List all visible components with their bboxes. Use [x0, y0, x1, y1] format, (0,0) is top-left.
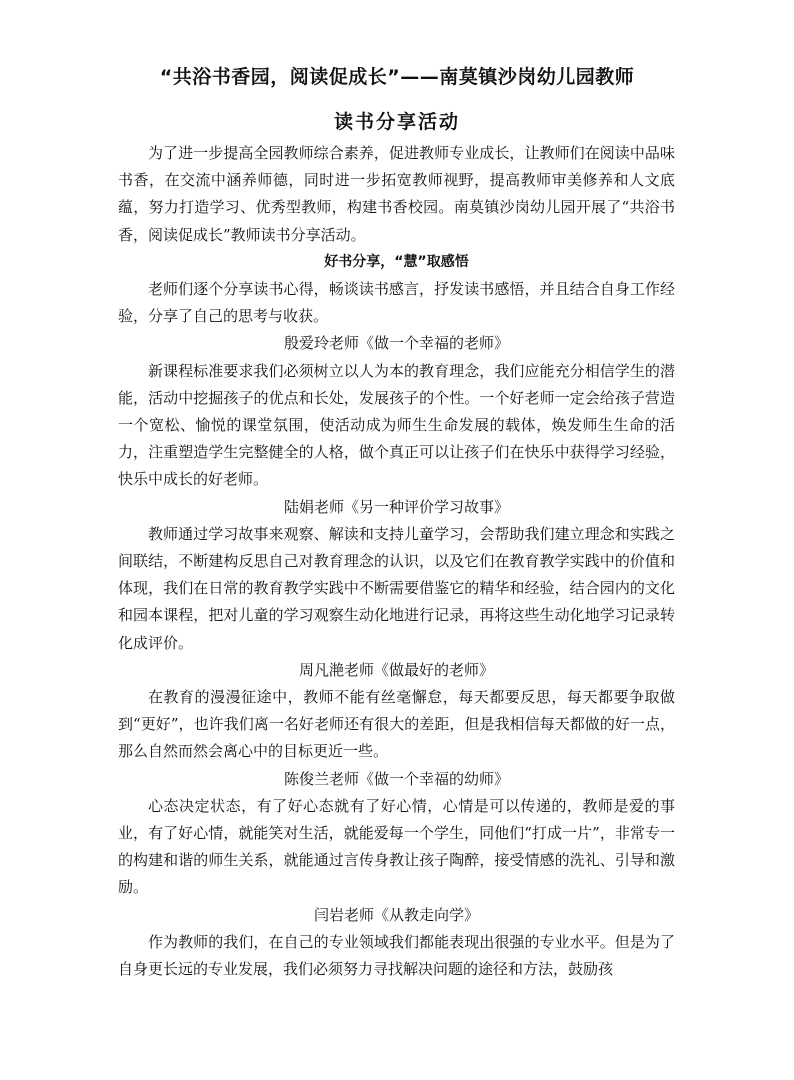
- share-heading: 陆娟老师《另一种评价学习故事》: [283, 497, 509, 516]
- section-heading: 好书分享，“慧”取感悟: [324, 253, 469, 270]
- title-line-1: “共浴书香园，阅读促成长”——南莫镇沙岗幼儿园教师: [159, 66, 635, 88]
- section-intro-paragraph: 老师们逐个分享读书心得，畅谈读书感言，抒发读书感悟，并且结合自身工作经验，分享了自己的思考与收获。: [118, 280, 675, 326]
- intro-paragraph: 为了进一步提高全园教师综合素养，促进教师专业成长，让教师们在阅读中品味书香，在交流中涵养师德，同时进一步拓宽教师视野，提高教师审美修养和人文底蕴，努力打造学习、优秀型教师，构建书香校园。南莫镇沙岗幼儿园开展了“共浴书香，阅读促成长”教师读书分享活动。: [118, 144, 675, 244]
- title-line-2: 读书分享活动: [333, 111, 460, 133]
- article-body: [118, 140, 675, 983]
- share-heading: 周凡滟老师《做最好的老师》: [298, 660, 494, 679]
- share-paragraph: 作为教师的我们，在自己的专业领域我们都能表现出很强的专业水平。但是为了自身更长远的专业发展，我们必须努力寻找解决问题的途径和方法，鼓励孩: [118, 932, 675, 979]
- share-paragraph: 新课程标准要求我们必须树立以人为本的教育理念，我们应能充分相信学生的潜能，活动中挖掘孩子的优点和长处，发展孩子的个性。一个好老师一定会给孩子营造一个宽松、愉悦的课堂氛围，使活动成为师生生命发展的载体，焕发师生生命的活力，注重塑造学生完整健全的人格，做个真正可以让孩子们在快乐中获得学习经验，快乐中成长的好老师。: [118, 361, 675, 489]
- share-heading: 陈俊兰老师《做一个幸福的幼师》: [283, 769, 509, 788]
- share-paragraph: 在教育的漫漫征途中，教师不能有丝毫懈怠，每天都要反思，每天都要争取做到“更好”，也许我们离一名好老师还有很大的差距，但是我相信每天都做的好一点，那么自然而然会离心中的目标更近一些。: [118, 688, 675, 761]
- share-paragraph: 心态决定状态，有了好心态就有了好心情，心情是可以传递的，教师是爱的事业，有了好心情，就能笑对生活，就能爱每一个学生，同他们“打成一片”，非常专一的构建和谐的师生关系，就能通过言传身教让孩子陶醉，接受情感的洗礼、引导和激励。: [118, 796, 675, 897]
- share-paragraph: 教师通过学习故事来观察、解读和支持儿童学习，会帮助我们建立理念和实践之间联结，不断建构反思自己对教育理念的认识，以及它们在教育教学实践中的价值和体现，我们在日常的教育教学实践中不断需要借鉴它的精华和经验，结合园内的文化和园本课程，把对儿童的学习观察生动化地进行记录，再将这些生动化地学习记录转化成评价。: [118, 524, 675, 652]
- share-heading: 殷爱玲老师《做一个幸福的老师》: [283, 334, 509, 353]
- share-heading: 闫岩老师《从教走向学》: [313, 905, 479, 924]
